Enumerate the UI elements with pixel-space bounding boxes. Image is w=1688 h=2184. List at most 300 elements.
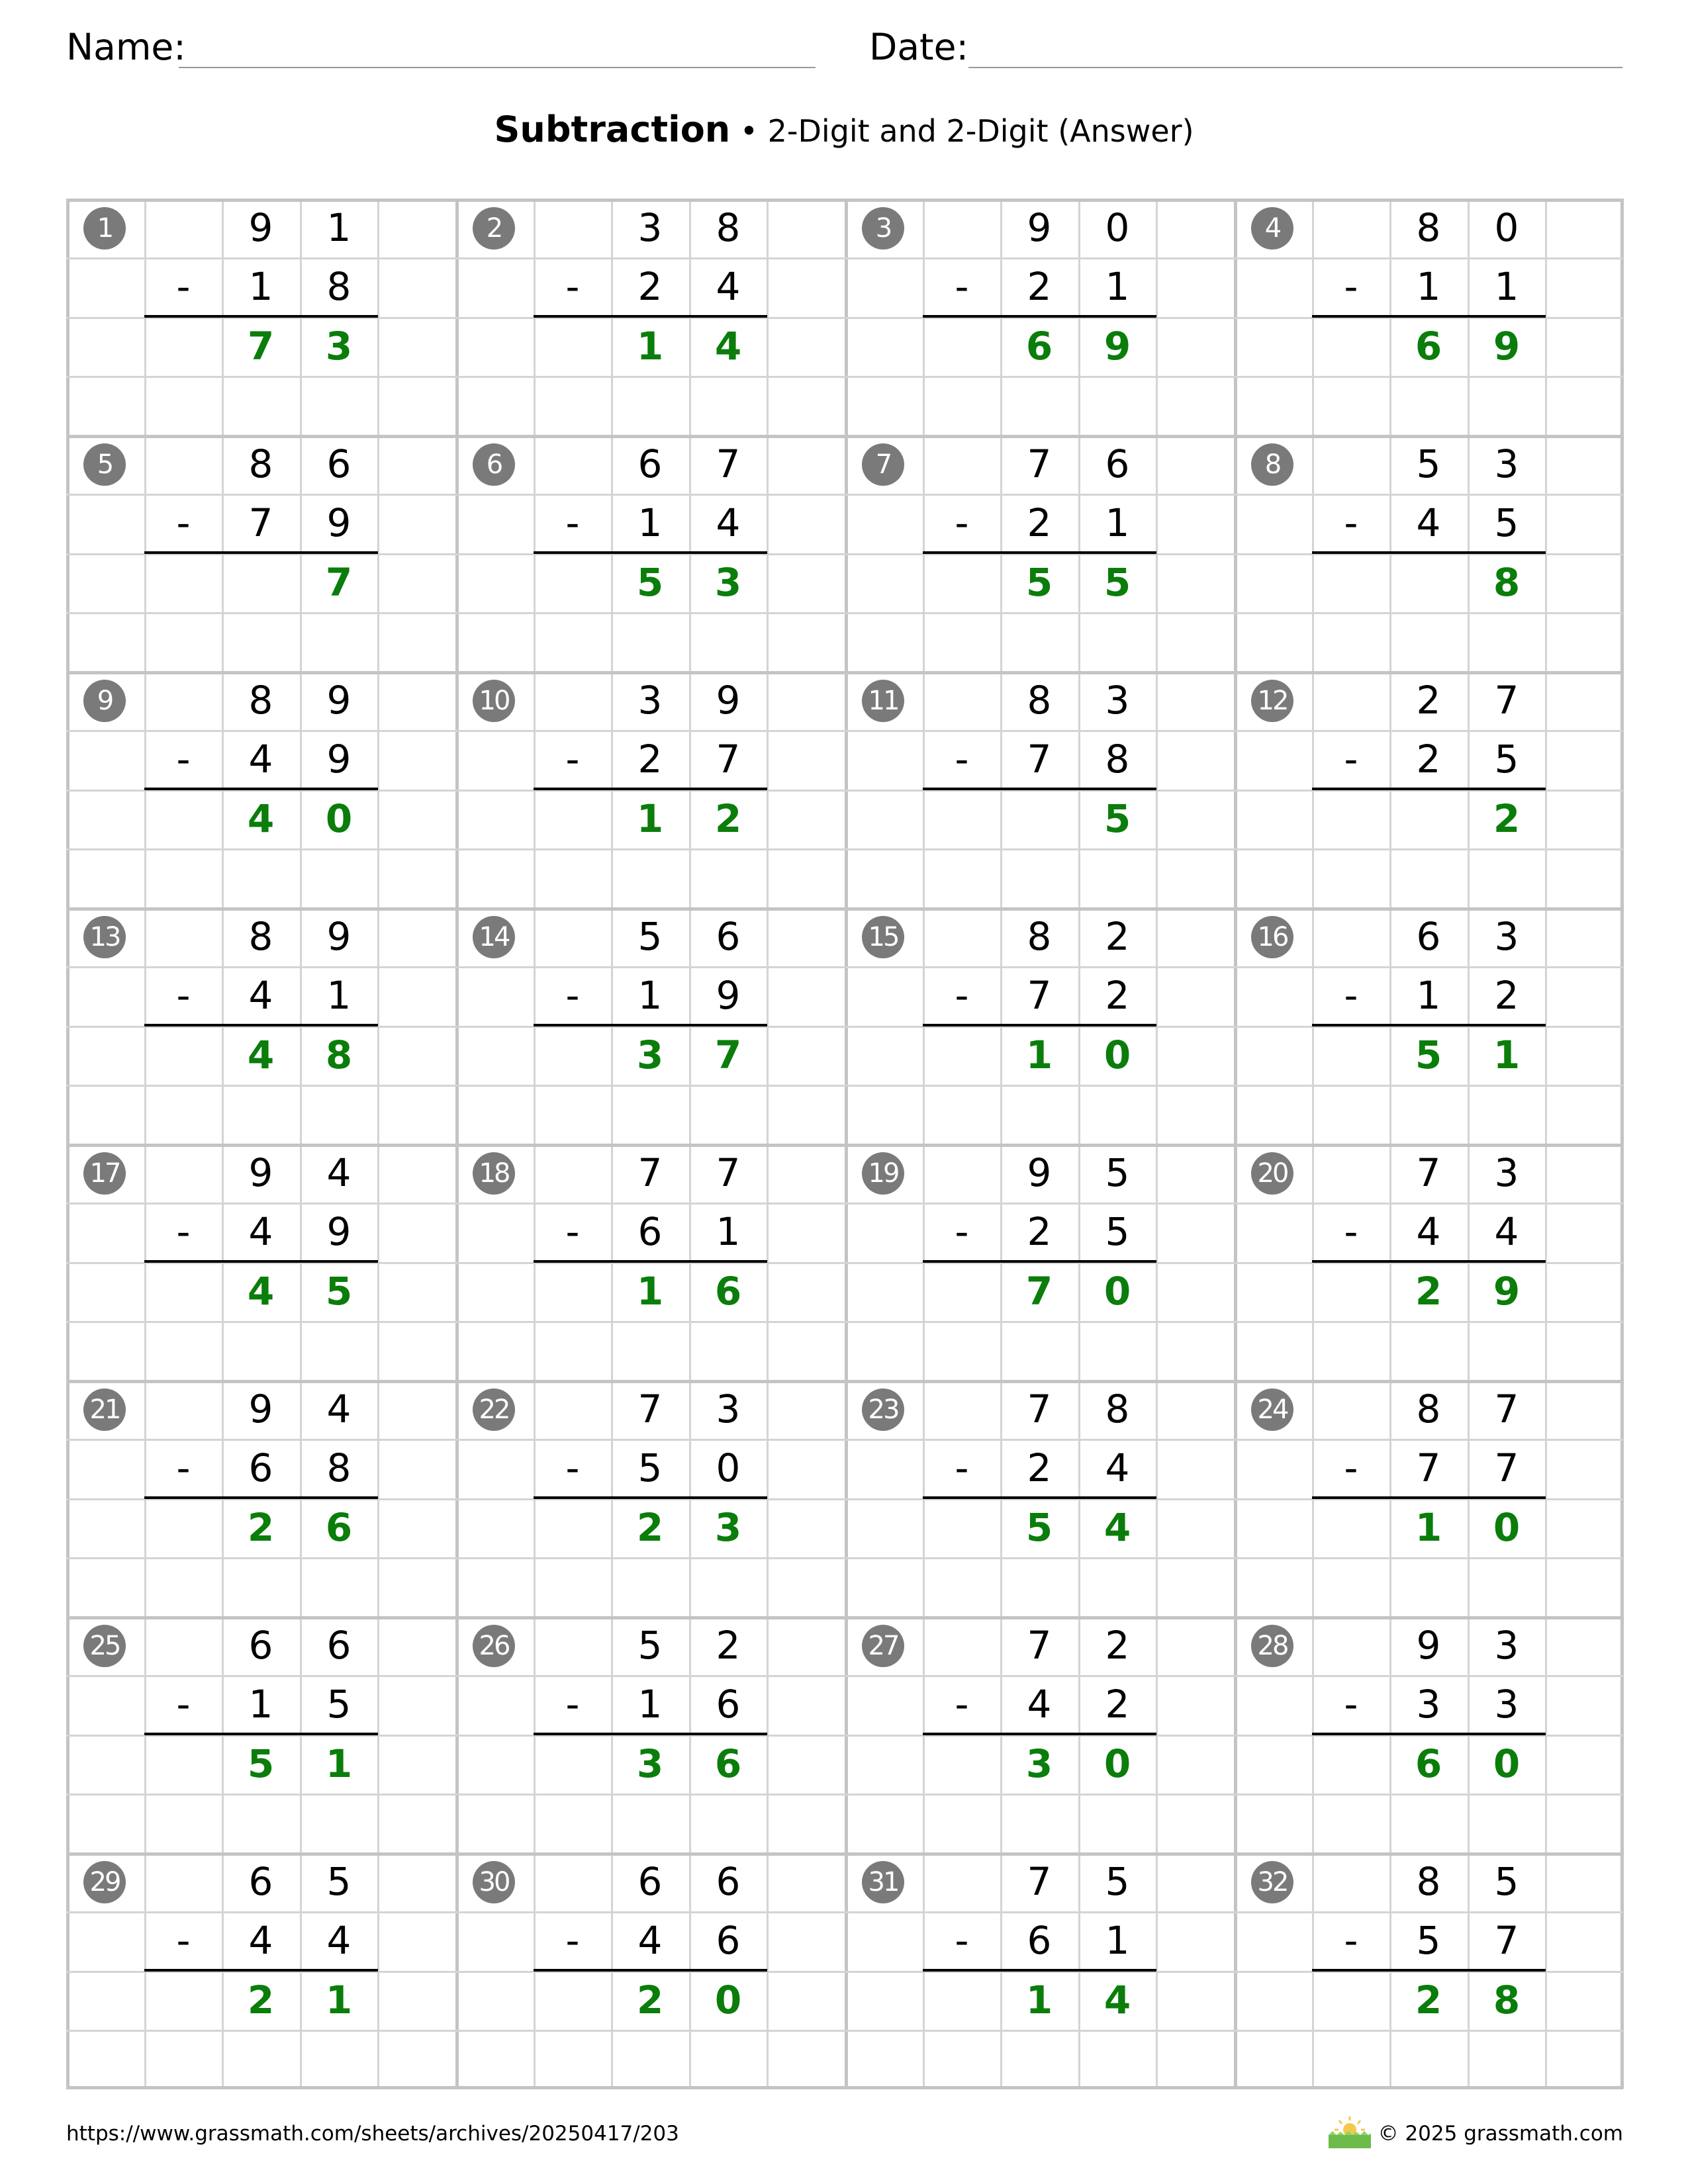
problem-26 <box>455 1616 845 1852</box>
answer-tens-digit[interactable]: 3 <box>636 1741 664 1786</box>
minuend-ones-digit: 3 <box>1105 678 1130 723</box>
minus-sign: - <box>176 1209 191 1254</box>
minuend-ones-digit: 2 <box>716 1623 741 1668</box>
subtrahend-ones-digit: 1 <box>1105 500 1130 545</box>
minus-sign: - <box>176 1445 191 1490</box>
minuend-tens-digit: 9 <box>1027 205 1052 250</box>
answer-tens-digit[interactable]: 5 <box>1025 560 1053 605</box>
subtrahend-ones-digit: 4 <box>1105 1445 1130 1490</box>
problem-5 <box>66 435 455 671</box>
date-label: Date: <box>869 26 968 68</box>
answer-ones-digit[interactable]: 2 <box>714 796 742 841</box>
minus-sign: - <box>565 1918 580 1963</box>
subtrahend-tens-digit: 1 <box>637 500 663 545</box>
minuend-tens-digit: 8 <box>248 441 273 486</box>
subtrahend-tens-digit: 7 <box>1027 973 1052 1018</box>
problem-22 <box>455 1380 845 1616</box>
problem-number-badge: 12 <box>1251 680 1293 722</box>
subtrahend-ones-digit: 9 <box>326 500 352 545</box>
problem-number-badge: 22 <box>473 1388 515 1431</box>
minuend-ones-digit: 6 <box>716 1859 741 1904</box>
answer-tens-digit[interactable]: 2 <box>636 1505 664 1550</box>
subtrahend-ones-digit: 1 <box>326 973 352 1018</box>
answer-ones-digit[interactable]: 0 <box>714 1978 742 2023</box>
subtrahend-tens-digit: 4 <box>248 973 273 1018</box>
answer-ones-digit[interactable]: 6 <box>714 1741 742 1786</box>
minuend-ones-digit: 7 <box>1494 1387 1519 1432</box>
problem-10 <box>455 671 845 907</box>
minuend-tens-digit: 3 <box>637 678 663 723</box>
problem-number-badge: 28 <box>1251 1625 1293 1667</box>
subtrahend-tens-digit: 5 <box>637 1445 663 1490</box>
subtrahend-ones-digit: 9 <box>716 973 741 1018</box>
problem-number-badge: 17 <box>83 1152 126 1195</box>
subtrahend-tens-digit: 2 <box>1027 500 1052 545</box>
minus-sign: - <box>565 1209 580 1254</box>
answer-ones-digit[interactable]: 1 <box>1493 1032 1521 1077</box>
problem-number-badge: 8 <box>1251 443 1293 486</box>
problem-7 <box>845 435 1234 671</box>
problem-number-badge: 27 <box>862 1625 904 1667</box>
minuend-ones-digit: 3 <box>1494 1623 1519 1668</box>
answer-ones-digit[interactable]: 5 <box>1103 560 1131 605</box>
subtrahend-tens-digit: 1 <box>248 1682 273 1727</box>
minus-sign: - <box>955 1682 969 1727</box>
worksheet-grid <box>66 199 1623 2089</box>
answer-tens-digit[interactable]: 2 <box>636 1978 664 2023</box>
minuend-ones-digit: 4 <box>326 1387 352 1432</box>
minuend-tens-digit: 2 <box>1416 678 1441 723</box>
answer-ones-digit[interactable]: 1 <box>325 1741 353 1786</box>
problem-32 <box>1234 1852 1623 2089</box>
subtrahend-tens-digit: 4 <box>1416 1209 1441 1254</box>
problem-29 <box>66 1852 455 2089</box>
minus-sign: - <box>176 264 191 309</box>
problem-number-badge: 26 <box>473 1625 515 1667</box>
answer-ones-digit[interactable]: 1 <box>325 1978 353 2023</box>
minuend-tens-digit: 8 <box>248 678 273 723</box>
minuend-tens-digit: 6 <box>248 1859 273 1904</box>
answer-ones-digit[interactable]: 0 <box>1103 1269 1131 1314</box>
subtrahend-tens-digit: 7 <box>1416 1445 1441 1490</box>
subtrahend-ones-digit: 1 <box>716 1209 741 1254</box>
problem-27 <box>845 1616 1234 1852</box>
subtrahend-ones-digit: 7 <box>1494 1918 1519 1963</box>
subtrahend-tens-digit: 2 <box>637 264 663 309</box>
minuend-tens-digit: 8 <box>248 914 273 959</box>
minuend-tens-digit: 8 <box>1416 1859 1441 1904</box>
answer-tens-digit[interactable] <box>1000 790 1078 848</box>
answer-ones-digit[interactable]: 8 <box>1493 560 1521 605</box>
problem-2 <box>455 199 845 435</box>
minus-sign: - <box>176 1682 191 1727</box>
problem-number-badge: 5 <box>83 443 126 486</box>
answer-tens-digit[interactable]: 3 <box>1025 1741 1053 1786</box>
problem-number-badge: 24 <box>1251 1388 1293 1431</box>
answer-ones-digit[interactable]: 4 <box>1103 1505 1131 1550</box>
minuend-tens-digit: 8 <box>1027 914 1052 959</box>
problem-23 <box>845 1380 1234 1616</box>
problem-17 <box>66 1144 455 1380</box>
minuend-ones-digit: 5 <box>1105 1150 1130 1195</box>
problem-3 <box>845 199 1234 435</box>
minus-sign: - <box>176 1918 191 1963</box>
minuend-ones-digit: 7 <box>1494 678 1519 723</box>
subtrahend-ones-digit: 7 <box>1494 1445 1519 1490</box>
answer-ones-digit[interactable]: 4 <box>714 324 742 369</box>
problem-13 <box>66 907 455 1144</box>
answer-ones-digit[interactable]: 0 <box>325 796 353 841</box>
subtrahend-ones-digit: 8 <box>326 1445 352 1490</box>
problem-28 <box>1234 1616 1623 1852</box>
problem-1 <box>66 199 455 435</box>
subtrahend-tens-digit: 4 <box>248 737 273 782</box>
problem-number-badge: 4 <box>1251 207 1293 250</box>
answer-tens-digit[interactable] <box>1389 553 1468 612</box>
minus-sign: - <box>1344 264 1358 309</box>
minus-sign: - <box>955 264 969 309</box>
minus-sign: - <box>565 264 580 309</box>
problem-25 <box>66 1616 455 1852</box>
problem-30 <box>455 1852 845 2089</box>
problem-20 <box>1234 1144 1623 1380</box>
subtrahend-ones-digit: 9 <box>326 737 352 782</box>
problem-15 <box>845 907 1234 1144</box>
minuend-tens-digit: 9 <box>1027 1150 1052 1195</box>
answer-ones-digit[interactable]: 7 <box>714 1032 742 1077</box>
problem-16 <box>1234 907 1623 1144</box>
footer-copyright: © 2025 grassmath.com <box>1378 2122 1623 2146</box>
problem-9 <box>66 671 455 907</box>
answer-tens-digit[interactable]: 4 <box>247 1032 275 1077</box>
minuend-ones-digit: 6 <box>326 441 352 486</box>
minuend-tens-digit: 7 <box>1027 1623 1052 1668</box>
answer-tens-digit[interactable]: 2 <box>1415 1978 1442 2023</box>
problem-number-badge: 1 <box>83 207 126 250</box>
minuend-tens-digit: 8 <box>1416 1387 1441 1432</box>
minuend-ones-digit: 5 <box>1494 1859 1519 1904</box>
problem-number-badge: 16 <box>1251 916 1293 958</box>
minus-sign: - <box>955 737 969 782</box>
subtrahend-tens-digit: 6 <box>1027 1918 1052 1963</box>
subtrahend-ones-digit: 4 <box>716 264 741 309</box>
answer-tens-digit[interactable]: 4 <box>247 796 275 841</box>
subtrahend-tens-digit: 2 <box>637 737 663 782</box>
minus-sign: - <box>955 1209 969 1254</box>
minuend-ones-digit: 3 <box>716 1387 741 1432</box>
subtrahend-tens-digit: 7 <box>1027 737 1052 782</box>
subtrahend-tens-digit: 2 <box>1416 737 1441 782</box>
title-main: Subtraction <box>494 109 731 150</box>
problem-31 <box>845 1852 1234 2089</box>
subtrahend-tens-digit: 1 <box>1416 973 1441 1018</box>
subtrahend-tens-digit: 3 <box>1416 1682 1441 1727</box>
problem-11 <box>845 671 1234 907</box>
minuend-tens-digit: 6 <box>248 1623 273 1668</box>
answer-ones-digit[interactable]: 8 <box>325 1032 353 1077</box>
answer-tens-digit[interactable]: 1 <box>1025 1978 1053 2023</box>
minus-sign: - <box>955 1445 969 1490</box>
problem-number-badge: 6 <box>473 443 515 486</box>
subtrahend-ones-digit: 5 <box>1105 1209 1130 1254</box>
subtrahend-ones-digit: 4 <box>1494 1209 1519 1254</box>
answer-tens-digit[interactable]: 1 <box>1415 1505 1442 1550</box>
answer-tens-digit[interactable]: 6 <box>1415 324 1442 369</box>
subtrahend-ones-digit: 0 <box>716 1445 741 1490</box>
problem-19 <box>845 1144 1234 1380</box>
minuend-tens-digit: 5 <box>637 1623 663 1668</box>
subtrahend-ones-digit: 1 <box>1494 264 1519 309</box>
problem-number-badge: 15 <box>862 916 904 958</box>
subtrahend-ones-digit: 2 <box>1494 973 1519 1018</box>
problem-number-badge: 31 <box>862 1861 904 1903</box>
minuend-ones-digit: 4 <box>326 1150 352 1195</box>
minus-sign: - <box>176 973 191 1018</box>
subtrahend-ones-digit: 4 <box>716 500 741 545</box>
minus-sign: - <box>1344 1682 1358 1727</box>
subtrahend-tens-digit: 4 <box>1027 1682 1052 1727</box>
subtrahend-tens-digit: 2 <box>1027 264 1052 309</box>
subtrahend-ones-digit: 7 <box>716 737 741 782</box>
subtrahend-ones-digit: 4 <box>326 1918 352 1963</box>
answer-tens-digit[interactable]: 5 <box>636 560 664 605</box>
answer-ones-digit[interactable]: 3 <box>325 324 353 369</box>
subtrahend-ones-digit: 9 <box>326 1209 352 1254</box>
answer-ones-digit[interactable]: 0 <box>1103 1741 1131 1786</box>
minuend-ones-digit: 7 <box>716 441 741 486</box>
footer-url: https://www.grassmath.com/sheets/archives/20250417/203 <box>66 2122 679 2146</box>
minuend-tens-digit: 7 <box>1027 1859 1052 1904</box>
date-line[interactable] <box>968 67 1622 68</box>
answer-tens-digit[interactable]: 5 <box>1415 1032 1442 1077</box>
problem-4 <box>1234 199 1623 435</box>
answer-ones-digit[interactable]: 3 <box>714 560 742 605</box>
answer-ones-digit[interactable]: 4 <box>1103 1978 1131 2023</box>
minuend-ones-digit: 3 <box>1494 441 1519 486</box>
minus-sign: - <box>1344 1445 1358 1490</box>
minuend-tens-digit: 7 <box>637 1150 663 1195</box>
minuend-tens-digit: 5 <box>637 914 663 959</box>
minus-sign: - <box>176 500 191 545</box>
minuend-ones-digit: 1 <box>326 205 352 250</box>
answer-tens-digit[interactable]: 2 <box>247 1978 275 2023</box>
subtrahend-tens-digit: 1 <box>637 973 663 1018</box>
minuend-tens-digit: 7 <box>1027 441 1052 486</box>
minus-sign: - <box>955 1918 969 1963</box>
minuend-ones-digit: 7 <box>716 1150 741 1195</box>
problem-number-badge: 20 <box>1251 1152 1293 1195</box>
subtrahend-ones-digit: 6 <box>716 1682 741 1727</box>
answer-tens-digit[interactable]: 5 <box>247 1741 275 1786</box>
answer-tens-digit[interactable] <box>222 553 300 612</box>
answer-ones-digit[interactable]: 5 <box>1103 796 1131 841</box>
minuend-ones-digit: 0 <box>1105 205 1130 250</box>
subtrahend-tens-digit: 4 <box>1416 500 1441 545</box>
subtrahend-ones-digit: 1 <box>1105 1918 1130 1963</box>
answer-tens-digit[interactable]: 5 <box>1025 1505 1053 1550</box>
minuend-tens-digit: 9 <box>1416 1623 1441 1668</box>
minuend-tens-digit: 6 <box>637 441 663 486</box>
minuend-tens-digit: 8 <box>1027 678 1052 723</box>
problem-number-badge: 23 <box>862 1388 904 1431</box>
minuend-tens-digit: 7 <box>637 1387 663 1432</box>
answer-ones-digit[interactable]: 6 <box>325 1505 353 1550</box>
minus-sign: - <box>1344 1918 1358 1963</box>
minuend-tens-digit: 3 <box>637 205 663 250</box>
problem-24 <box>1234 1380 1623 1616</box>
minus-sign: - <box>565 1682 580 1727</box>
subtrahend-ones-digit: 5 <box>1494 737 1519 782</box>
subtrahend-tens-digit: 4 <box>248 1918 273 1963</box>
problem-8 <box>1234 435 1623 671</box>
minuend-tens-digit: 5 <box>1416 441 1441 486</box>
subtrahend-ones-digit: 5 <box>326 1682 352 1727</box>
answer-ones-digit[interactable]: 7 <box>325 560 353 605</box>
minuend-ones-digit: 6 <box>1105 441 1130 486</box>
answer-ones-digit[interactable]: 9 <box>1493 324 1521 369</box>
answer-tens-digit[interactable]: 7 <box>1025 1269 1053 1314</box>
answer-ones-digit[interactable]: 0 <box>1493 1741 1521 1786</box>
minuend-ones-digit: 6 <box>716 914 741 959</box>
subtrahend-ones-digit: 8 <box>1105 737 1130 782</box>
answer-ones-digit[interactable]: 0 <box>1493 1505 1521 1550</box>
problem-14 <box>455 907 845 1144</box>
minuend-ones-digit: 3 <box>1494 914 1519 959</box>
minuend-tens-digit: 8 <box>1416 205 1441 250</box>
minus-sign: - <box>176 737 191 782</box>
minuend-ones-digit: 2 <box>1105 1623 1130 1668</box>
answer-tens-digit[interactable]: 6 <box>1025 324 1053 369</box>
title-separator: • <box>730 113 768 149</box>
subtrahend-tens-digit: 4 <box>637 1918 663 1963</box>
problem-21 <box>66 1380 455 1616</box>
subtrahend-ones-digit: 2 <box>1105 973 1130 1018</box>
subtrahend-tens-digit: 4 <box>248 1209 273 1254</box>
minus-sign: - <box>565 973 580 1018</box>
answer-tens-digit[interactable]: 2 <box>1415 1269 1442 1314</box>
problem-number-badge: 11 <box>862 680 904 722</box>
subtrahend-tens-digit: 1 <box>637 1682 663 1727</box>
problem-6 <box>455 435 845 671</box>
subtrahend-tens-digit: 5 <box>1416 1918 1441 1963</box>
name-line[interactable] <box>179 67 816 68</box>
answer-ones-digit[interactable]: 3 <box>714 1505 742 1550</box>
answer-tens-digit[interactable]: 1 <box>1025 1032 1053 1077</box>
minuend-ones-digit: 5 <box>1105 1859 1130 1904</box>
answer-ones-digit[interactable]: 9 <box>1493 1269 1521 1314</box>
subtrahend-tens-digit: 2 <box>1027 1209 1052 1254</box>
problem-number-badge: 29 <box>83 1861 126 1903</box>
subtrahend-tens-digit: 6 <box>637 1209 663 1254</box>
answer-ones-digit[interactable]: 0 <box>1103 1032 1131 1077</box>
subtrahend-tens-digit: 7 <box>248 500 273 545</box>
minuend-tens-digit: 9 <box>248 205 273 250</box>
subtrahend-ones-digit: 5 <box>1494 500 1519 545</box>
answer-tens-digit[interactable]: 1 <box>636 1269 664 1314</box>
minuend-ones-digit: 5 <box>326 1859 352 1904</box>
answer-tens-digit[interactable]: 3 <box>636 1032 664 1077</box>
minus-sign: - <box>1344 737 1358 782</box>
grass-sun-logo-icon <box>1326 2115 1374 2150</box>
minuend-tens-digit: 9 <box>248 1150 273 1195</box>
minuend-ones-digit: 9 <box>326 914 352 959</box>
problem-12 <box>1234 671 1623 907</box>
answer-tens-digit[interactable]: 2 <box>247 1505 275 1550</box>
minuend-tens-digit: 6 <box>1416 914 1441 959</box>
problem-number-badge: 19 <box>862 1152 904 1195</box>
problem-number-badge: 21 <box>83 1388 126 1431</box>
page-title <box>0 106 1688 155</box>
subtrahend-tens-digit: 1 <box>248 264 273 309</box>
subtrahend-ones-digit: 3 <box>1494 1682 1519 1727</box>
subtrahend-ones-digit: 2 <box>1105 1682 1130 1727</box>
problem-number-badge: 30 <box>473 1861 515 1903</box>
answer-tens-digit[interactable]: 6 <box>1415 1741 1442 1786</box>
answer-tens-digit[interactable]: 1 <box>636 796 664 841</box>
subtrahend-ones-digit: 6 <box>716 1918 741 1963</box>
problem-number-badge: 14 <box>473 916 515 958</box>
minuend-tens-digit: 7 <box>1027 1387 1052 1432</box>
subtrahend-tens-digit: 2 <box>1027 1445 1052 1490</box>
subtrahend-tens-digit: 1 <box>1416 264 1441 309</box>
minus-sign: - <box>955 500 969 545</box>
name-label: Name: <box>66 26 186 68</box>
answer-ones-digit[interactable]: 9 <box>1103 324 1131 369</box>
answer-tens-digit[interactable]: 7 <box>247 324 275 369</box>
minuend-ones-digit: 9 <box>716 678 741 723</box>
subtrahend-ones-digit: 1 <box>1105 264 1130 309</box>
problem-number-badge: 32 <box>1251 1861 1293 1903</box>
problem-number-badge: 10 <box>473 680 515 722</box>
problem-number-badge: 13 <box>83 916 126 958</box>
answer-ones-digit[interactable]: 5 <box>325 1269 353 1314</box>
answer-ones-digit[interactable]: 6 <box>714 1269 742 1314</box>
minus-sign: - <box>1344 500 1358 545</box>
minuend-ones-digit: 2 <box>1105 914 1130 959</box>
problem-number-badge: 18 <box>473 1152 515 1195</box>
answer-tens-digit[interactable]: 1 <box>636 324 664 369</box>
minus-sign: - <box>565 737 580 782</box>
minus-sign: - <box>565 1445 580 1490</box>
answer-tens-digit[interactable]: 4 <box>247 1269 275 1314</box>
problem-number-badge: 7 <box>862 443 904 486</box>
subtrahend-ones-digit: 8 <box>326 264 352 309</box>
minus-sign: - <box>565 500 580 545</box>
minus-sign: - <box>955 973 969 1018</box>
minuend-tens-digit: 7 <box>1416 1150 1441 1195</box>
problem-number-badge: 2 <box>473 207 515 250</box>
minuend-ones-digit: 6 <box>326 1623 352 1668</box>
minuend-tens-digit: 6 <box>637 1859 663 1904</box>
subtrahend-tens-digit: 6 <box>248 1445 273 1490</box>
minuend-ones-digit: 0 <box>1494 205 1519 250</box>
minuend-ones-digit: 8 <box>716 205 741 250</box>
problem-18 <box>455 1144 845 1380</box>
title-subtitle: 2-Digit and 2-Digit (Answer) <box>767 113 1194 149</box>
minus-sign: - <box>1344 973 1358 1018</box>
problem-number-badge: 3 <box>862 207 904 250</box>
minuend-tens-digit: 9 <box>248 1387 273 1432</box>
problem-number-badge: 25 <box>83 1625 126 1667</box>
answer-tens-digit[interactable] <box>1389 790 1468 848</box>
minuend-ones-digit: 8 <box>1105 1387 1130 1432</box>
minuend-ones-digit: 3 <box>1494 1150 1519 1195</box>
minus-sign: - <box>1344 1209 1358 1254</box>
minuend-ones-digit: 9 <box>326 678 352 723</box>
answer-ones-digit[interactable]: 2 <box>1493 796 1521 841</box>
answer-ones-digit[interactable]: 8 <box>1493 1978 1521 2023</box>
problem-number-badge: 9 <box>83 680 126 722</box>
